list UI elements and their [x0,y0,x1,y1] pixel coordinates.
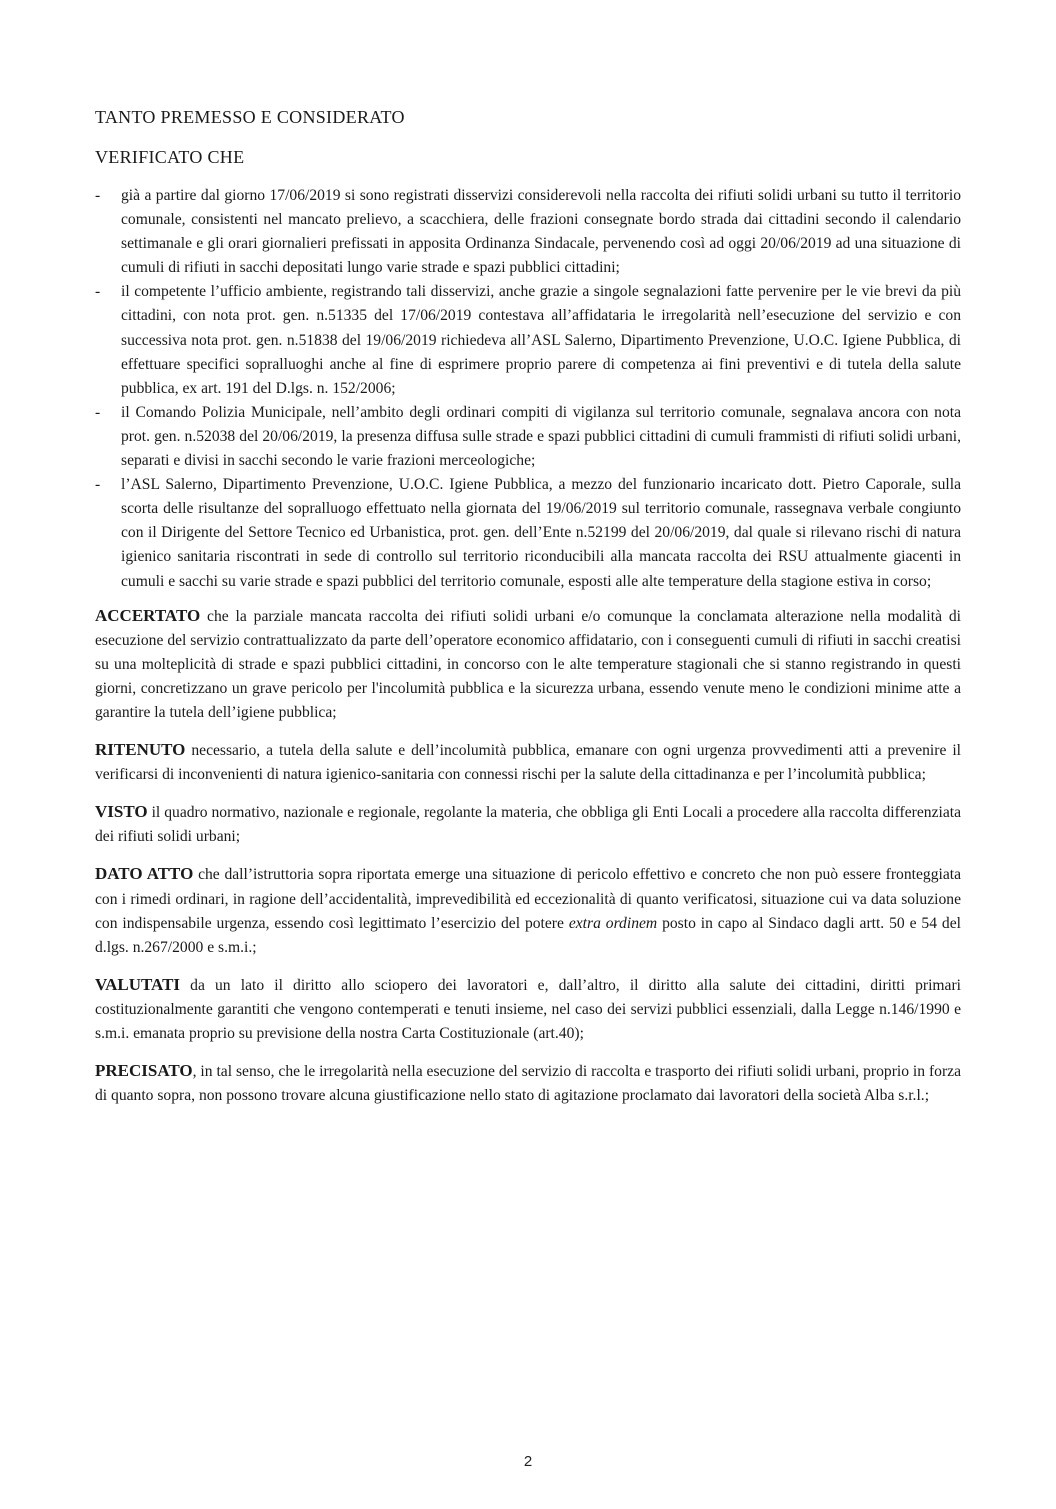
paragraph-ritenuto [95,738,961,787]
paragraph-text: necessario, a tutela della salute e dell’incolumità pubblica, emanare con ogni urgenza provvedimenti atti a prevenire il verificarsi di inconvenienti di natura igienico-sanitaria con connessi rischi per la salute della cittadinanza e per l’incolumità pubblica; [95,742,961,784]
verified-list [95,184,961,594]
heading-verified: VERIFICATO CHE [95,147,245,167]
paragraph-keyword: PRECISATO [95,1061,193,1081]
paragraph-keyword: VISTO [95,802,148,822]
paragraph-accertato [95,604,961,725]
list-item-text: già a partire dal giorno 17/06/2019 si sono registrati disservizi considerevoli nella raccolta dei rifiuti solidi urbani su tutto il territorio comunale, consistenti nel mancato prelievo, a scacchiera, delle frazioni consegnate bordo strada dai cittadini secondo il calendario settimanale e gli orari giornalieri prefissati in apposita Ordinanza Sindacale, pervenendo così ad oggi 20/06/2019 ad una situazione di cumuli di rifiuti in sacchi depositati lungo varie strade e spazi pubblici cittadini; [121,187,961,277]
paragraph-keyword: DATO ATTO [95,864,194,884]
paragraph-dato-atto [95,862,961,959]
list-item [95,184,961,280]
paragraph-text: che la parziale mancata raccolta dei rifiuti solidi urbani e/o comunque la conclamata alterazione nella modalità di esecuzione del servizio contrattualizzato da parte dell’operatore economico affidatario, con i conseguenti cumuli di rifiuti in sacchi creatisi su una molteplicità di strade e spazi pubblici cittadini, in concorso con le alte temperature stagionali che si stanno registrando in questi giorni, concretizzano un grave pericolo per l'incolumità pubblica e la sicurezza urbana, essendo venute meno le condizioni minime atte a garantire la tutela dell’igiene pubblica; [95,607,961,721]
paragraph-precisato [95,1059,961,1108]
paragraph-visto [95,800,961,849]
bullet-dash: - [95,476,101,494]
list-item-text: l’ASL Salerno, Dipartimento Prevenzione, U.O.C. Igiene Pubblica, a mezzo del funzionario incaricato dott. Pietro Caporale, sulla scorta delle risultanze del sopralluogo effettuato nella giornata del 19/06/2019 sul territorio comunale, rassegnava verbale congiunto con il Dirigente del Settore Tecnico ed Urbanistica, prot. gen. dell’Ente n.52199 del 20/06/2019, dal quale si rilevano rischi di natura igienico sanitaria riscontrati in sede di controllo sul territorio riconducibili alla mancata raccolta dei RSU attualmente giacenti in cumuli e sacchi su varie strade e spazi pubblici del territorio comunale, esposti alle alte temperature della stagione estiva in corso; [121,476,961,590]
page-number: 2 [523,1453,533,1470]
list-item [95,280,961,400]
list-item [95,473,961,593]
paragraph-keyword: VALUTATI [95,974,181,994]
paragraph-text: il quadro normativo, nazionale e regionale, regolante la materia, che obbliga gli Enti Locali a procedere alla raccolta differenziata dei rifiuti solidi urbani; [95,804,961,846]
bullet-dash: - [95,187,101,204]
bullet-dash: - [95,403,101,421]
list-item-text: il Comando Polizia Municipale, nell’ambito degli ordinari compiti di vigilanza sul territorio comunale, segnalava ancora con nota prot. gen. n.52038 del 20/06/2019, la presenza diffusa sulle strade e spazi pubblici cittadini di cumuli frammisti di rifiuti solidi urbani, separati e divisi in sacchi secondo le varie frazioni merceologiche; [121,403,961,470]
paragraph-text: che dall’istruttoria sopra riportata emerge una situazione di pericolo effettivo e concreto che non può essere fronteggiata con i rimedi ordinari, in ragione dell’accidentalità, imprevedibilità ed eccezionalità di quanto verificatosi, situazione cui va data soluzione con indispensabile urgenza, essendo così legittimato l’esercizio del potere [95,866,962,932]
paragraph-keyword: RITENUTO [95,740,186,760]
paragraph-text: , in tal senso, che le irregolarità nella esecuzione del servizio di raccolta e trasporto dei rifiuti solidi urbani, proprio in forza di quanto sopra, non possono trovare alcuna giustificazione nello stato di agitazione proclamato dai lavoratori della società Alba s.r.l.; [95,1063,961,1105]
list-item-text: il competente l’ufficio ambiente, registrando tali disservizi, anche grazie a singole segnalazioni fatte pervenire per le vie brevi da più cittadini, con nota prot. gen. n.51335 del 17/06/2019 contestava all’affidataria le irregolarità nell’esecuzione del servizio e con successiva nota prot. gen. n.51838 del 19/06/2019 richiedeva all’ASL Salerno, Dipartimento Prevenzione, U.O.C. Igiene Pubblica, di effettuare specifici sopralluoghi anche al fine di esprimere proprio parere di competenza ai fini preventivi e di tutela della salute pubblica, ex art. 191 del D.lgs. n. 152/2006; [121,283,961,397]
heading-premise: TANTO PREMESSO E CONSIDERATO [95,107,405,127]
bullet-dash: - [95,283,101,301]
document-body [95,104,961,1121]
paragraph-keyword: ACCERTATO [95,605,201,625]
paragraph-valutati [95,973,961,1046]
list-item [95,401,961,473]
paragraph-text: posto in capo al Sindaco dagli artt. 50 e 54 del d.lgs. n.267/2000 e s.m.i.; [95,914,961,956]
paragraph-italic-text: extra ordinem [568,914,658,932]
paragraph-text: da un lato il diritto allo sciopero dei lavoratori e, dall’altro, il diritto alla salute dei cittadini, diritti primari costituzionalmente garantiti che vengono contemperati e tenuti insieme, nel caso dei servizi pubblici essenziali, dalla Legge n.146/1990 e s.m.i. emanata proprio su previsione della nostra Carta Costituzionale (art.40); [95,976,961,1042]
